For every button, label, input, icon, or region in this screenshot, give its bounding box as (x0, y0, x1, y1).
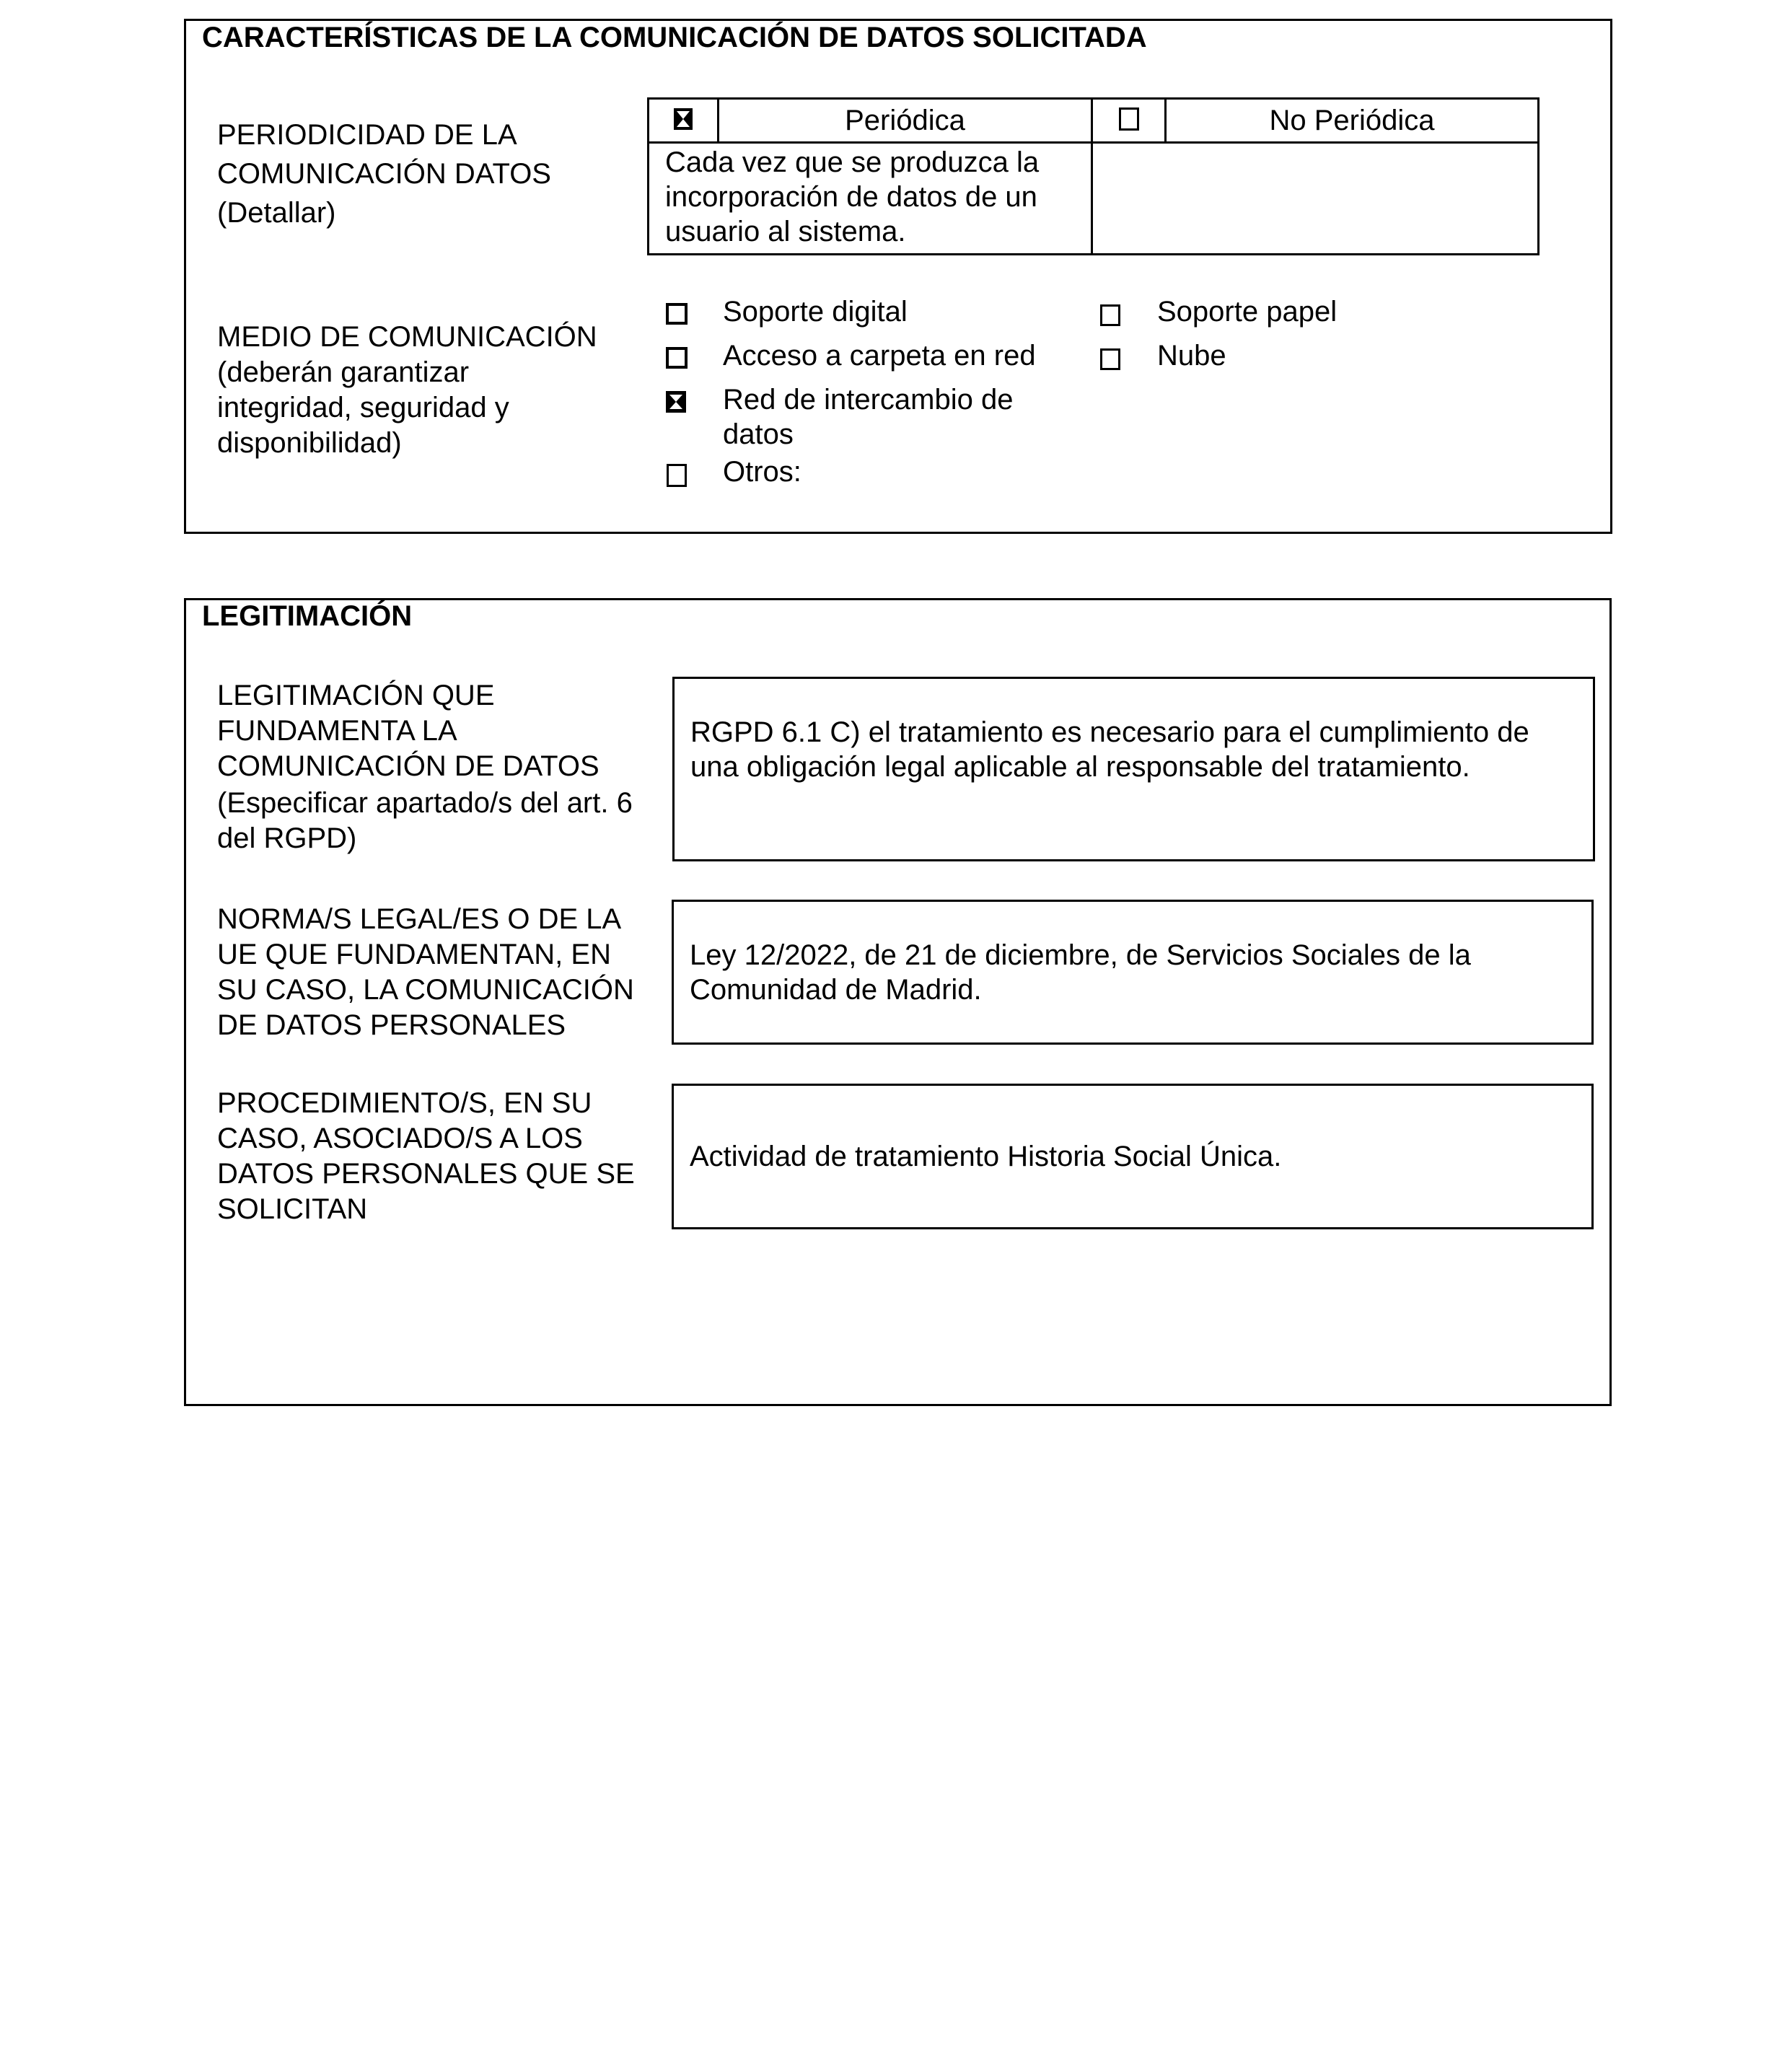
periodicidad-table (647, 97, 1540, 255)
label-line: Red de intercambio de (723, 384, 1014, 416)
label-line: disponibilidad) (217, 427, 402, 459)
label-line: (Detallar) (217, 197, 336, 229)
label-line: del RGPD) (217, 822, 357, 854)
label-line: (deberán garantizar (217, 356, 470, 388)
checkbox-unchecked-icon (1119, 107, 1139, 131)
norma-legal-value-box (672, 900, 1594, 1045)
legitimacion-fundamento-label (217, 678, 633, 856)
no-periodica-checkbox[interactable] (1092, 99, 1166, 143)
soporte-papel-checkbox[interactable] (1100, 304, 1120, 326)
label-line: UE QUE FUNDAMENTAN, EN (217, 939, 611, 970)
label-line: PROCEDIMIENTO/S, EN SU (217, 1087, 592, 1119)
legitimacion-fundamento-value (675, 715, 1544, 784)
otros-checkbox[interactable] (667, 464, 687, 487)
medio-label (217, 320, 597, 461)
caracteristicas-title: CARACTERÍSTICAS DE LA COMUNICACIÓN DE DATOS SOLICITADA (202, 22, 1147, 53)
label-line: datos (723, 418, 794, 450)
legitimacion-title: LEGITIMACIÓN (202, 600, 413, 632)
periodicidad-label (217, 118, 551, 231)
no-periodica-detail (1092, 143, 1539, 255)
label-line: FUNDAMENTA LA (217, 715, 457, 747)
checkbox-checked-icon (666, 391, 686, 413)
soporte-papel-label: Soporte papel (1157, 296, 1338, 328)
detail-line: usuario al sistema. (665, 216, 906, 247)
red-intercambio-checkbox[interactable] (666, 391, 686, 413)
value-line: Comunidad de Madrid. (690, 973, 982, 1006)
detail-line: incorporación de datos de un (665, 181, 1037, 213)
red-intercambio-label (723, 382, 1013, 452)
soporte-digital-label: Soporte digital (723, 296, 908, 328)
norma-legal-label (217, 902, 634, 1043)
periodica-checkbox[interactable] (649, 99, 719, 143)
label-line: COMUNICACIÓN DATOS (217, 158, 551, 190)
otros-label: Otros: (723, 456, 801, 488)
no-periodica-option-label: No Periódica (1166, 99, 1539, 143)
acceso-carpeta-red-label: Acceso a carpeta en red (723, 340, 1036, 372)
procedimiento-value (674, 1139, 1296, 1174)
label-line: DE DATOS PERSONALES (217, 1009, 566, 1041)
label-line: (Especificar apartado/s del art. 6 (217, 787, 633, 819)
label-line: DATOS PERSONALES QUE SE (217, 1158, 635, 1190)
value-line: RGPD 6.1 C) el tratamiento es necesario para el cumplimiento de (690, 716, 1529, 748)
label-line: NORMA/S LEGAL/ES O DE LA (217, 903, 622, 935)
value-line: Ley 12/2022, de 21 de diciembre, de Servicios Sociales de la (690, 939, 1471, 971)
checkbox-checked-icon (674, 108, 693, 130)
periodica-detail (649, 143, 1092, 255)
soporte-digital-checkbox[interactable] (666, 303, 688, 325)
procedimiento-value-box (672, 1084, 1594, 1229)
label-line: SOLICITAN (217, 1193, 368, 1225)
acceso-carpeta-red-checkbox[interactable] (666, 347, 688, 369)
label-line: integridad, seguridad y (217, 392, 509, 423)
norma-legal-value (674, 938, 1485, 1007)
value-line: una obligación legal aplicable al responsable del tratamiento. (690, 751, 1470, 783)
legitimacion-fundamento-value-box (672, 677, 1595, 861)
periodica-option-label: Periódica (719, 99, 1092, 143)
value-line: Actividad de tratamiento Historia Social Única. (690, 1141, 1282, 1172)
label-line: SU CASO, LA COMUNICACIÓN (217, 974, 634, 1006)
procedimiento-label (217, 1086, 635, 1227)
label-line: PERIODICIDAD DE LA (217, 119, 517, 151)
label-line: LEGITIMACIÓN QUE (217, 680, 495, 711)
label-line: COMUNICACIÓN DE DATOS (217, 750, 599, 782)
nube-checkbox[interactable] (1100, 348, 1120, 370)
label-line: MEDIO DE COMUNICACIÓN (217, 321, 597, 353)
label-line: CASO, ASOCIADO/S A LOS (217, 1123, 583, 1154)
nube-label: Nube (1157, 340, 1226, 372)
detail-line: Cada vez que se produzca la (665, 146, 1040, 178)
